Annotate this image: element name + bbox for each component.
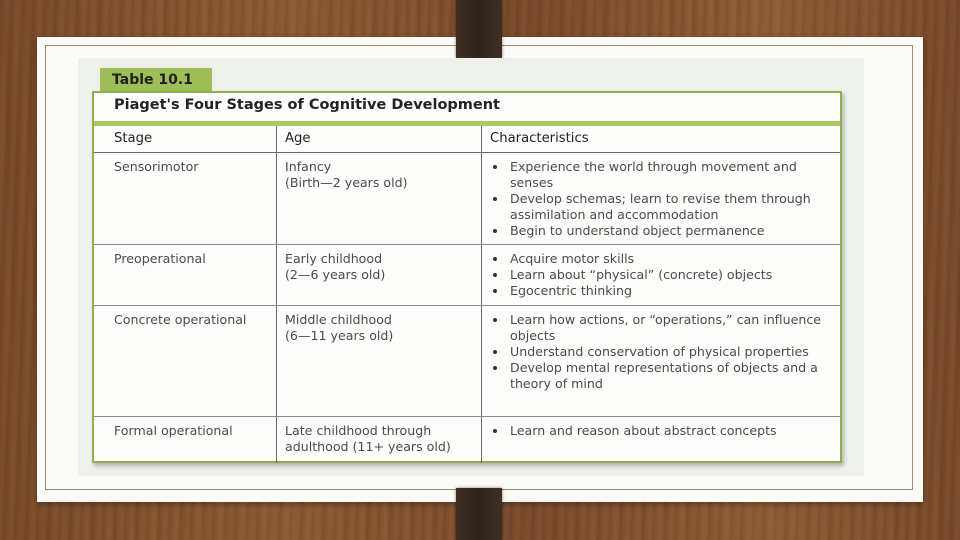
table-row bbox=[94, 306, 840, 417]
age-line: (Birth—2 years old) bbox=[285, 175, 408, 190]
age-line: Infancy bbox=[285, 159, 332, 174]
characteristics-cell bbox=[482, 306, 841, 417]
age-line: (6—11 years old) bbox=[285, 328, 394, 343]
table-header-row bbox=[94, 126, 840, 153]
age-cell bbox=[277, 306, 482, 417]
age-line: Early childhood bbox=[285, 251, 383, 266]
list-item: Develop schemas; learn to revise them through assimilation and accommodation bbox=[490, 191, 840, 223]
stages-table bbox=[94, 126, 840, 463]
list-item: Experience the world through movement and senses bbox=[490, 159, 840, 191]
age-line: (2—6 years old) bbox=[285, 267, 386, 282]
table-title: Piaget's Four Stages of Cognitive Development bbox=[114, 97, 500, 113]
age-line: Middle childhood bbox=[285, 312, 392, 327]
stages-table-panel bbox=[92, 91, 842, 463]
top-binder-clip bbox=[456, 0, 502, 58]
table-number-tab: Table 10.1 bbox=[100, 68, 212, 92]
list-item: Egocentric thinking bbox=[490, 283, 840, 299]
stage-cell: Formal operational bbox=[114, 423, 233, 438]
list-item: Learn and reason about abstract concepts bbox=[490, 423, 840, 439]
list-item: Learn how actions, or “operations,” can influence objects bbox=[490, 312, 840, 344]
characteristics-list bbox=[490, 423, 840, 439]
header-characteristics: Characteristics bbox=[482, 126, 841, 153]
table-row bbox=[94, 153, 840, 245]
list-item: Acquire motor skills bbox=[490, 251, 840, 267]
age-line: Late childhood through bbox=[285, 423, 432, 438]
list-item: Begin to understand object permanence bbox=[490, 223, 840, 239]
header-stage: Stage bbox=[94, 126, 277, 153]
characteristics-list bbox=[490, 312, 840, 392]
table-row bbox=[94, 417, 840, 464]
characteristics-list bbox=[490, 159, 840, 239]
stage-cell: Preoperational bbox=[94, 245, 277, 306]
characteristics-cell bbox=[482, 153, 841, 245]
age-line: adulthood (11+ years old) bbox=[285, 439, 451, 454]
list-item: Develop mental representations of objects and a theory of mind bbox=[490, 360, 840, 392]
age-cell bbox=[277, 153, 482, 245]
stage-cell: Concrete operational bbox=[94, 306, 277, 417]
characteristics-cell bbox=[482, 245, 841, 306]
table-row bbox=[94, 245, 840, 306]
characteristics-cell bbox=[482, 417, 841, 464]
age-cell bbox=[277, 417, 482, 464]
header-age: Age bbox=[277, 126, 482, 153]
bottom-binder-clip bbox=[456, 488, 502, 540]
characteristics-list bbox=[490, 251, 840, 299]
age-cell bbox=[277, 245, 482, 306]
list-item: Learn about “physical” (concrete) objects bbox=[490, 267, 840, 283]
stage-cell: Sensorimotor bbox=[94, 153, 277, 245]
list-item: Understand conservation of physical properties bbox=[490, 344, 840, 360]
